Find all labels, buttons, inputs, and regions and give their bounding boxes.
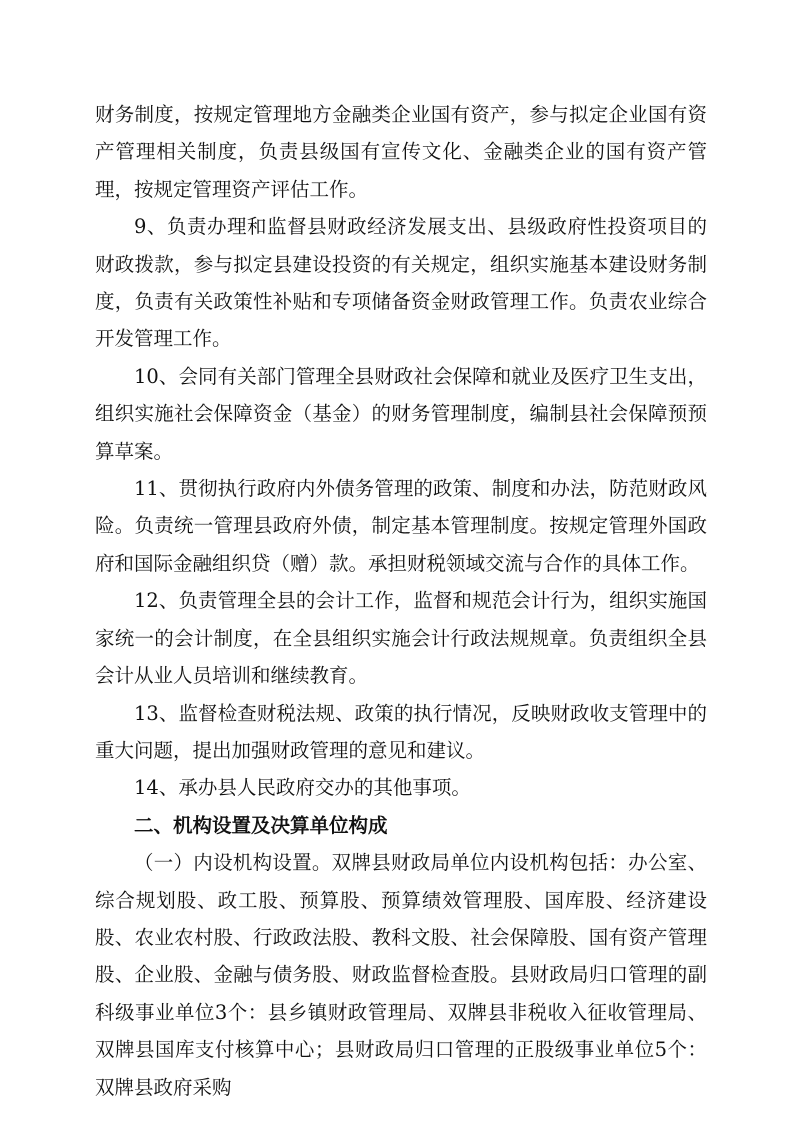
section-heading: 二、机构设置及决算单位构成: [134, 813, 388, 837]
paragraph-item-12: 12、负责管理全县的会计工作，监督和规范会计行为，组织实施国家统一的会计制度，在全县组织实施会计行政法规规章。负责组织全县会计从业人员培训和继续教育。: [95, 589, 707, 688]
paragraph-item-9: 9、负责办理和监督县财政经济发展支出、县级政府性投资项目的财政拨款，参与拟定县建设投资的有关规定，组织实施基本建设财务制度，负责有关政策性补贴和专项储备资金财政管理工作。负责农业综合开发管理工作。: [95, 215, 707, 351]
paragraph-continued: 财务制度，按规定管理地方金融类企业国有资产，参与拟定企业国有资产管理相关制度，负责县级国有宣传文化、金融类企业的国有资产管理，按规定管理资产评估工作。: [95, 103, 707, 201]
paragraph-item-13: 13、监督检查财税法规、政策的执行情况，反映财政收支管理中的重大问题，提出加强财政管理的意见和建议。: [95, 701, 707, 762]
paragraph-item-14: 14、承办县人民政府交办的其他事项。: [134, 776, 471, 800]
paragraph-item-10: 10、会同有关部门管理全县财政社会保障和就业及医疗卫生支出，组织实施社会保障资金（基金）的财务管理制度，编制县社会保障预预算草案。: [95, 364, 707, 463]
section-paragraph: （一）内设机构设置。双牌县财政局单位内设机构包括：办公室、综合规划股、政工股、预算股、预算绩效管理股、国库股、经济建设股、农业农村股、行政政法股、教科文股、社会保障股、国有资产管理股、企业股、金融与债务股、财政监督检查股。县财政局归口管理的副科级事业单位3个：县乡镇财政管理局、双牌县非税收入征收管理局、双牌县国库支付核算中心；县财政局归口管理的正股级事业单位5个：双牌县政府采购: [95, 851, 707, 1099]
document-body: [95, 96, 707, 1106]
paragraph-item-11: 11、贯彻执行政府内外债务管理的政策、制度和办法，防范财政风险。负责统一管理县政府外债，制定基本管理制度。按规定管理外国政府和国际金融组织贷（赠）款。承担财税领域交流与合作的具体工作。: [95, 477, 707, 575]
